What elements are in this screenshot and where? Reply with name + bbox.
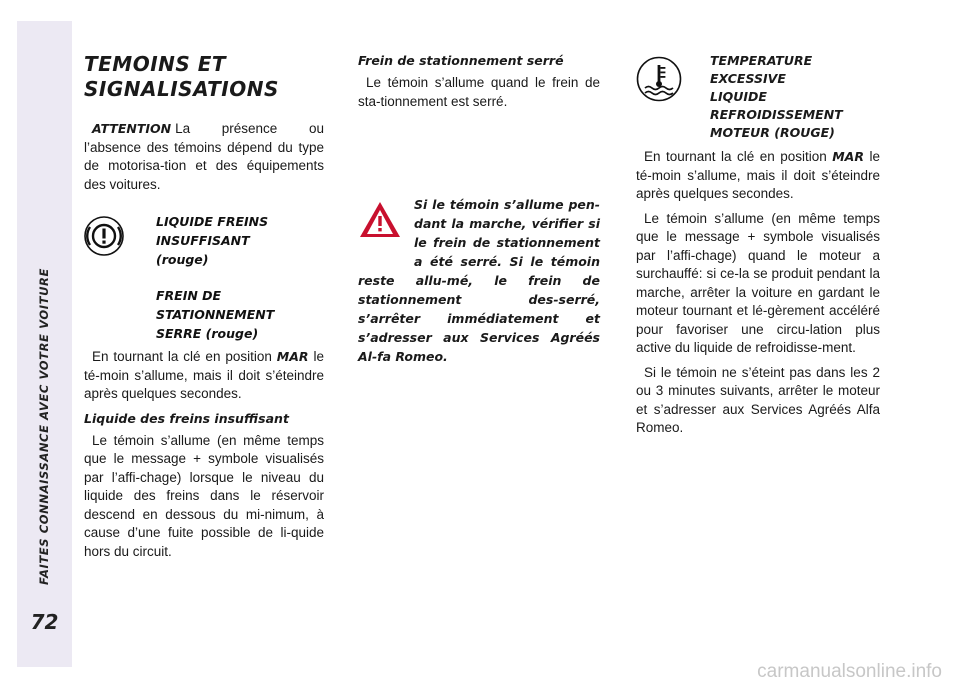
warning-triangle-icon xyxy=(358,199,402,239)
overheat-paragraph: Le témoin s’allume (en même temps que le message + symbole visualisés par l’affi-chage) quand le moteur a surchauffé: si ce-la se produit pendant la marche, arrêter la voiture en gardant le moteur tournant et lé-gèrement accéléré pour favoriser une circu-lation plus active du liquide de refroidisse-ment. xyxy=(636,210,880,355)
mar-label: MAR xyxy=(276,349,309,364)
fluid-paragraph: Le témoin s’allume (en même temps que le message + symbole visualisés par l’affi-chage) lorsque le niveau du liquide des freins dans le réservoir descend en dessous du mi-nimum, à cause d’une fuite possible de li-quide hors du circuit. xyxy=(84,432,324,559)
brake-warning-icon xyxy=(84,216,124,256)
fluid-subheading: Liquide des freins insuffisant xyxy=(84,410,289,426)
chapter-title: FAITES CONNAISSANCE AVEC VOTRE VOITURE xyxy=(37,268,51,585)
stop-engine-paragraph: Si le témoin ne s’éteint pas dans les 2 ou 3 minutes suivants, arrêter le moteur et s’adresser aux Services Agréés Alfa Romeo. xyxy=(636,364,880,435)
key-position-paragraph-2: En tournant la clé en position MAR le té-moin s’allume, mais il doit s’éteindre après quelques secondes. xyxy=(636,149,880,201)
attention-paragraph: ATTENTION La présence ou l’absence des témoins dépend du type de motorisa-tion et des équipements des voitures. xyxy=(84,121,324,192)
parking-paragraph: Le témoin s’allume quand le frein de sta-tionnement est serré. xyxy=(358,75,600,109)
column-3 xyxy=(636,52,880,444)
column-1 xyxy=(84,52,324,567)
brake-indicator-label: LIQUIDE FREINS INSUFFISANT (rouge) FREIN DE STATIONNEMENT SERRE (rouge) xyxy=(156,214,275,341)
watermark: carmanualsonline.info xyxy=(757,661,942,682)
temperature-indicator xyxy=(636,52,880,148)
warning-block xyxy=(358,195,600,366)
warning-text: Si le témoin s’allume pen-dant la marche, vérifier si le frein de stationnement a été serré. Si le témoin reste allu-mé, le frein de stationnement des-serré, s’arrêter immédiatement et s’adresser aux Services Agréés Al-fa Romeo. xyxy=(358,197,600,364)
coolant-temperature-icon xyxy=(636,56,682,102)
parking-subheading: Frein de stationnement serré xyxy=(358,53,564,68)
column-2 xyxy=(358,52,600,366)
key-position-paragraph: En tournant la clé en position MAR le té-moin s’allume, mais il doit s’éteindre après quelques secondes. xyxy=(84,349,324,401)
temperature-indicator-label: TEMPERATURE EXCESSIVE LIQUIDE REFROIDISSEMENT MOTEUR (ROUGE) xyxy=(710,53,843,140)
mar-label-2: MAR xyxy=(832,149,864,164)
page-title: TEMOINS ET SIGNALISATIONS xyxy=(84,52,279,101)
brake-indicator xyxy=(84,212,324,348)
attention-label: ATTENTION xyxy=(92,121,172,136)
page-number: 72 xyxy=(30,610,59,634)
